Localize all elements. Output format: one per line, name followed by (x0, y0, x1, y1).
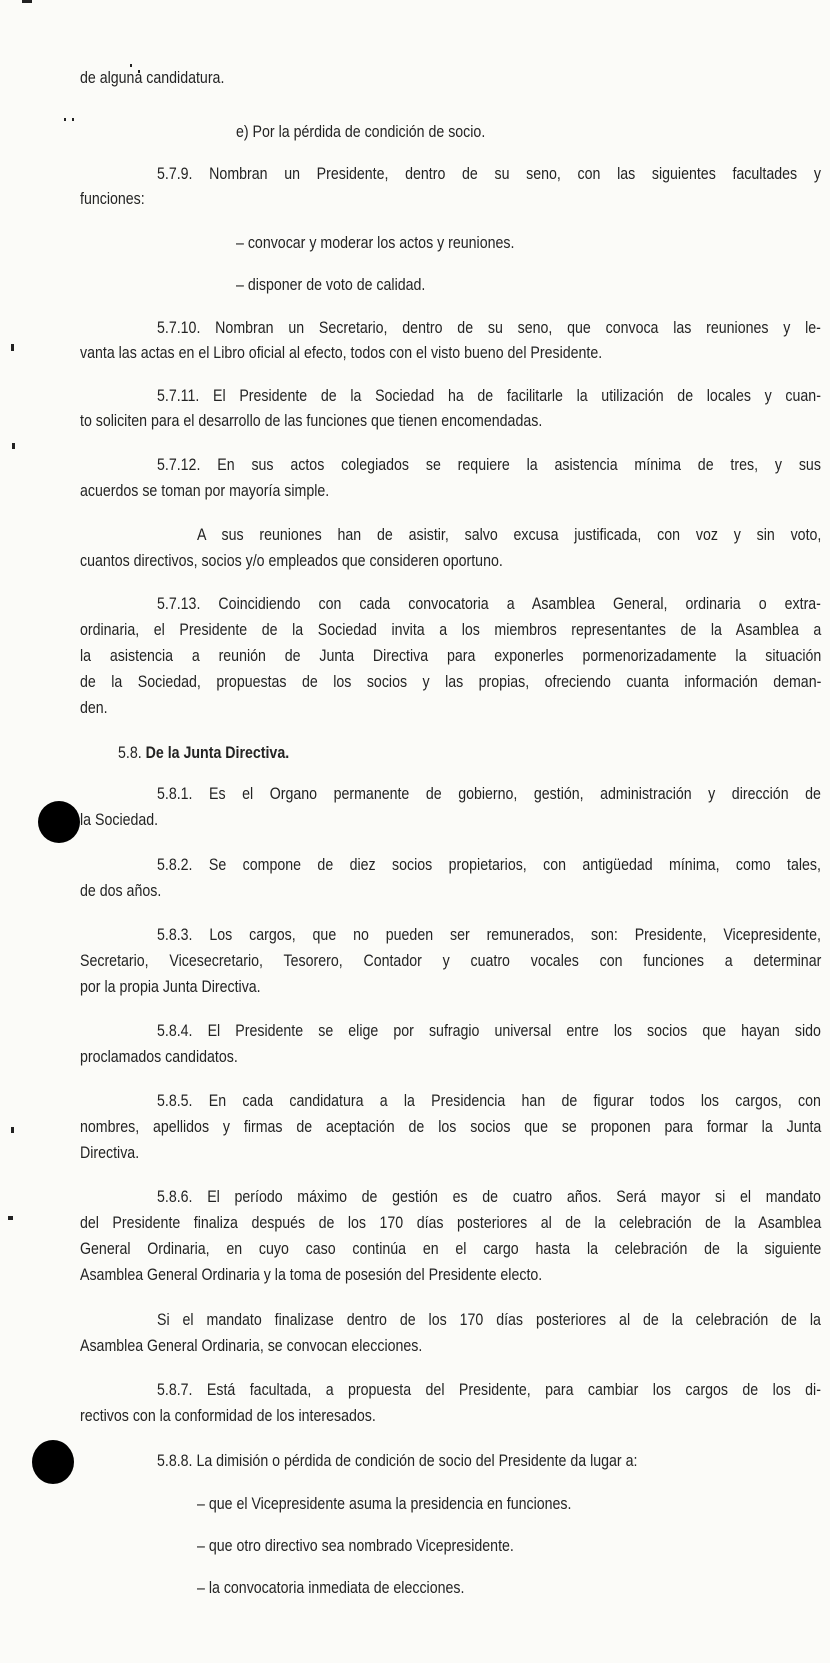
text-line: General Ordinaria, en cuyo caso continúa en el cargo hasta la celebración de la siguiente (80, 1240, 822, 1258)
punch-hole-bottom (32, 1440, 74, 1484)
paragraph-heading-line: 5.7.11. El Presidente de la Sociedad ha de facilitarle la utilización de locales y cuan- (157, 387, 821, 405)
paragraph-heading-line: 5.8.5. En cada candidatura a la Presidencia han de figurar todos los cargos, con (157, 1092, 821, 1110)
paragraph-heading-line: 5.8.1. Es el Organo permanente de gobierno, gestión, administración y dirección de (157, 785, 821, 803)
section-number: 5.8. (118, 744, 142, 762)
text-line: vanta las actas en el Libro oficial al efecto, todos con el visto bueno del Presidente. (80, 344, 603, 362)
paragraph-heading-line: 5.8.6. El período máximo de gestión es de cuatro años. Será mayor si el mandato (157, 1188, 821, 1206)
text-line: la asistencia a reunión de Junta Directiva para exponerles pormenorizadamente la situación (80, 647, 822, 665)
list-item: – que otro directivo sea nombrado Vicepresidente. (197, 1537, 514, 1555)
text-line: Directiva. (80, 1144, 140, 1162)
speck-mark (11, 344, 14, 351)
speck-mark (130, 64, 132, 67)
text-line: cuantos directivos, socios y/o empleados que consideren oportuno. (80, 552, 503, 570)
speck-mark (12, 443, 15, 449)
speck-mark (22, 0, 32, 3)
text-line: to soliciten para el desarrollo de las funciones que tienen encomendadas. (80, 412, 543, 430)
list-item: – la convocatoria inmediata de elecciones. (197, 1579, 465, 1597)
speck-mark (64, 118, 66, 121)
text-line: proclamados candidatos. (80, 1048, 238, 1066)
speck-mark (11, 1127, 14, 1133)
text-line: Secretario, Vicesecretario, Tesorero, Contador y cuatro vocales con funciones a determinar (80, 952, 822, 970)
paragraph-heading-line: 5.8.4. El Presidente se elige por sufragio universal entre los socios que hayan sido (157, 1022, 821, 1040)
paragraph-heading-line: 5.8.2. Se compone de diez socios propietarios, con antigüedad mínima, como tales, (157, 856, 821, 874)
text-line: por la propia Junta Directiva. (80, 978, 261, 996)
text-line: rectivos con la conformidad de los interesados. (80, 1407, 376, 1425)
paragraph-heading-line: 5.8.7. Está facultada, a propuesta del Presidente, para cambiar los cargos de los di- (157, 1381, 821, 1399)
punch-hole-top (38, 801, 80, 843)
speck-mark (8, 1216, 13, 1220)
text-line: Asamblea General Ordinaria, se convocan elecciones. (80, 1337, 423, 1355)
paragraph-heading-line: 5.8.8. La dimisión o pérdida de condición de socio del Presidente da lugar a: (157, 1452, 638, 1470)
list-item: – disponer de voto de calidad. (236, 276, 426, 294)
paragraph-heading-line: 5.7.9. Nombran un Presidente, dentro de su seno, con las siguientes facultades y (157, 165, 821, 183)
text-line: funciones: (80, 190, 145, 208)
text-line: de la Sociedad, propuestas de los socios y las propias, ofreciendo cuanta información deman- (80, 673, 822, 691)
list-item: – que el Vicepresidente asuma la presidencia en funciones. (197, 1495, 572, 1513)
paragraph-heading-line: 5.7.10. Nombran un Secretario, dentro de su seno, que convoca las reuniones y le- (157, 319, 821, 337)
section-heading (118, 743, 289, 763)
list-item: – convocar y moderar los actos y reuniones. (236, 234, 515, 252)
section-title: De la Junta Directiva. (145, 744, 290, 762)
text-line: acuerdos se toman por mayoría simple. (80, 482, 330, 500)
text-line: Asamblea General Ordinaria y la toma de posesión del Presidente electo. (80, 1266, 543, 1284)
text-line: den. (80, 699, 108, 717)
text-line: del Presidente finaliza después de los 170 días posteriores al de la celebración de la Asamblea (80, 1214, 822, 1232)
text-line: ordinaria, el Presidente de la Sociedad invita a los miembros representantes de la Asamblea a (80, 621, 822, 639)
text-line: la Sociedad. (80, 811, 159, 829)
text-line: nombres, apellidos y firmas de aceptación de los socios que se proponen para formar la Junta (80, 1118, 822, 1136)
list-item: e) Por la pérdida de condición de socio. (236, 123, 486, 141)
text-line: Si el mandato finalizase dentro de los 170 días posteriores al de la celebración de la (157, 1311, 821, 1329)
paragraph-heading-line: 5.7.13. Coincidiendo con cada convocatoria a Asamblea General, ordinaria o extra- (157, 595, 821, 613)
text-line: de alguna candidatura. (80, 69, 225, 87)
paragraph-heading-line: 5.7.12. En sus actos colegiados se requiere la asistencia mínima de tres, y sus (157, 456, 821, 474)
text-line: A sus reuniones han de asistir, salvo excusa justificada, con voz y sin voto, (197, 526, 822, 544)
text-line: de dos años. (80, 882, 162, 900)
paragraph-heading-line: 5.8.3. Los cargos, que no pueden ser remunerados, son: Presidente, Vicepresidente, (157, 926, 821, 944)
speck-mark (72, 118, 74, 121)
